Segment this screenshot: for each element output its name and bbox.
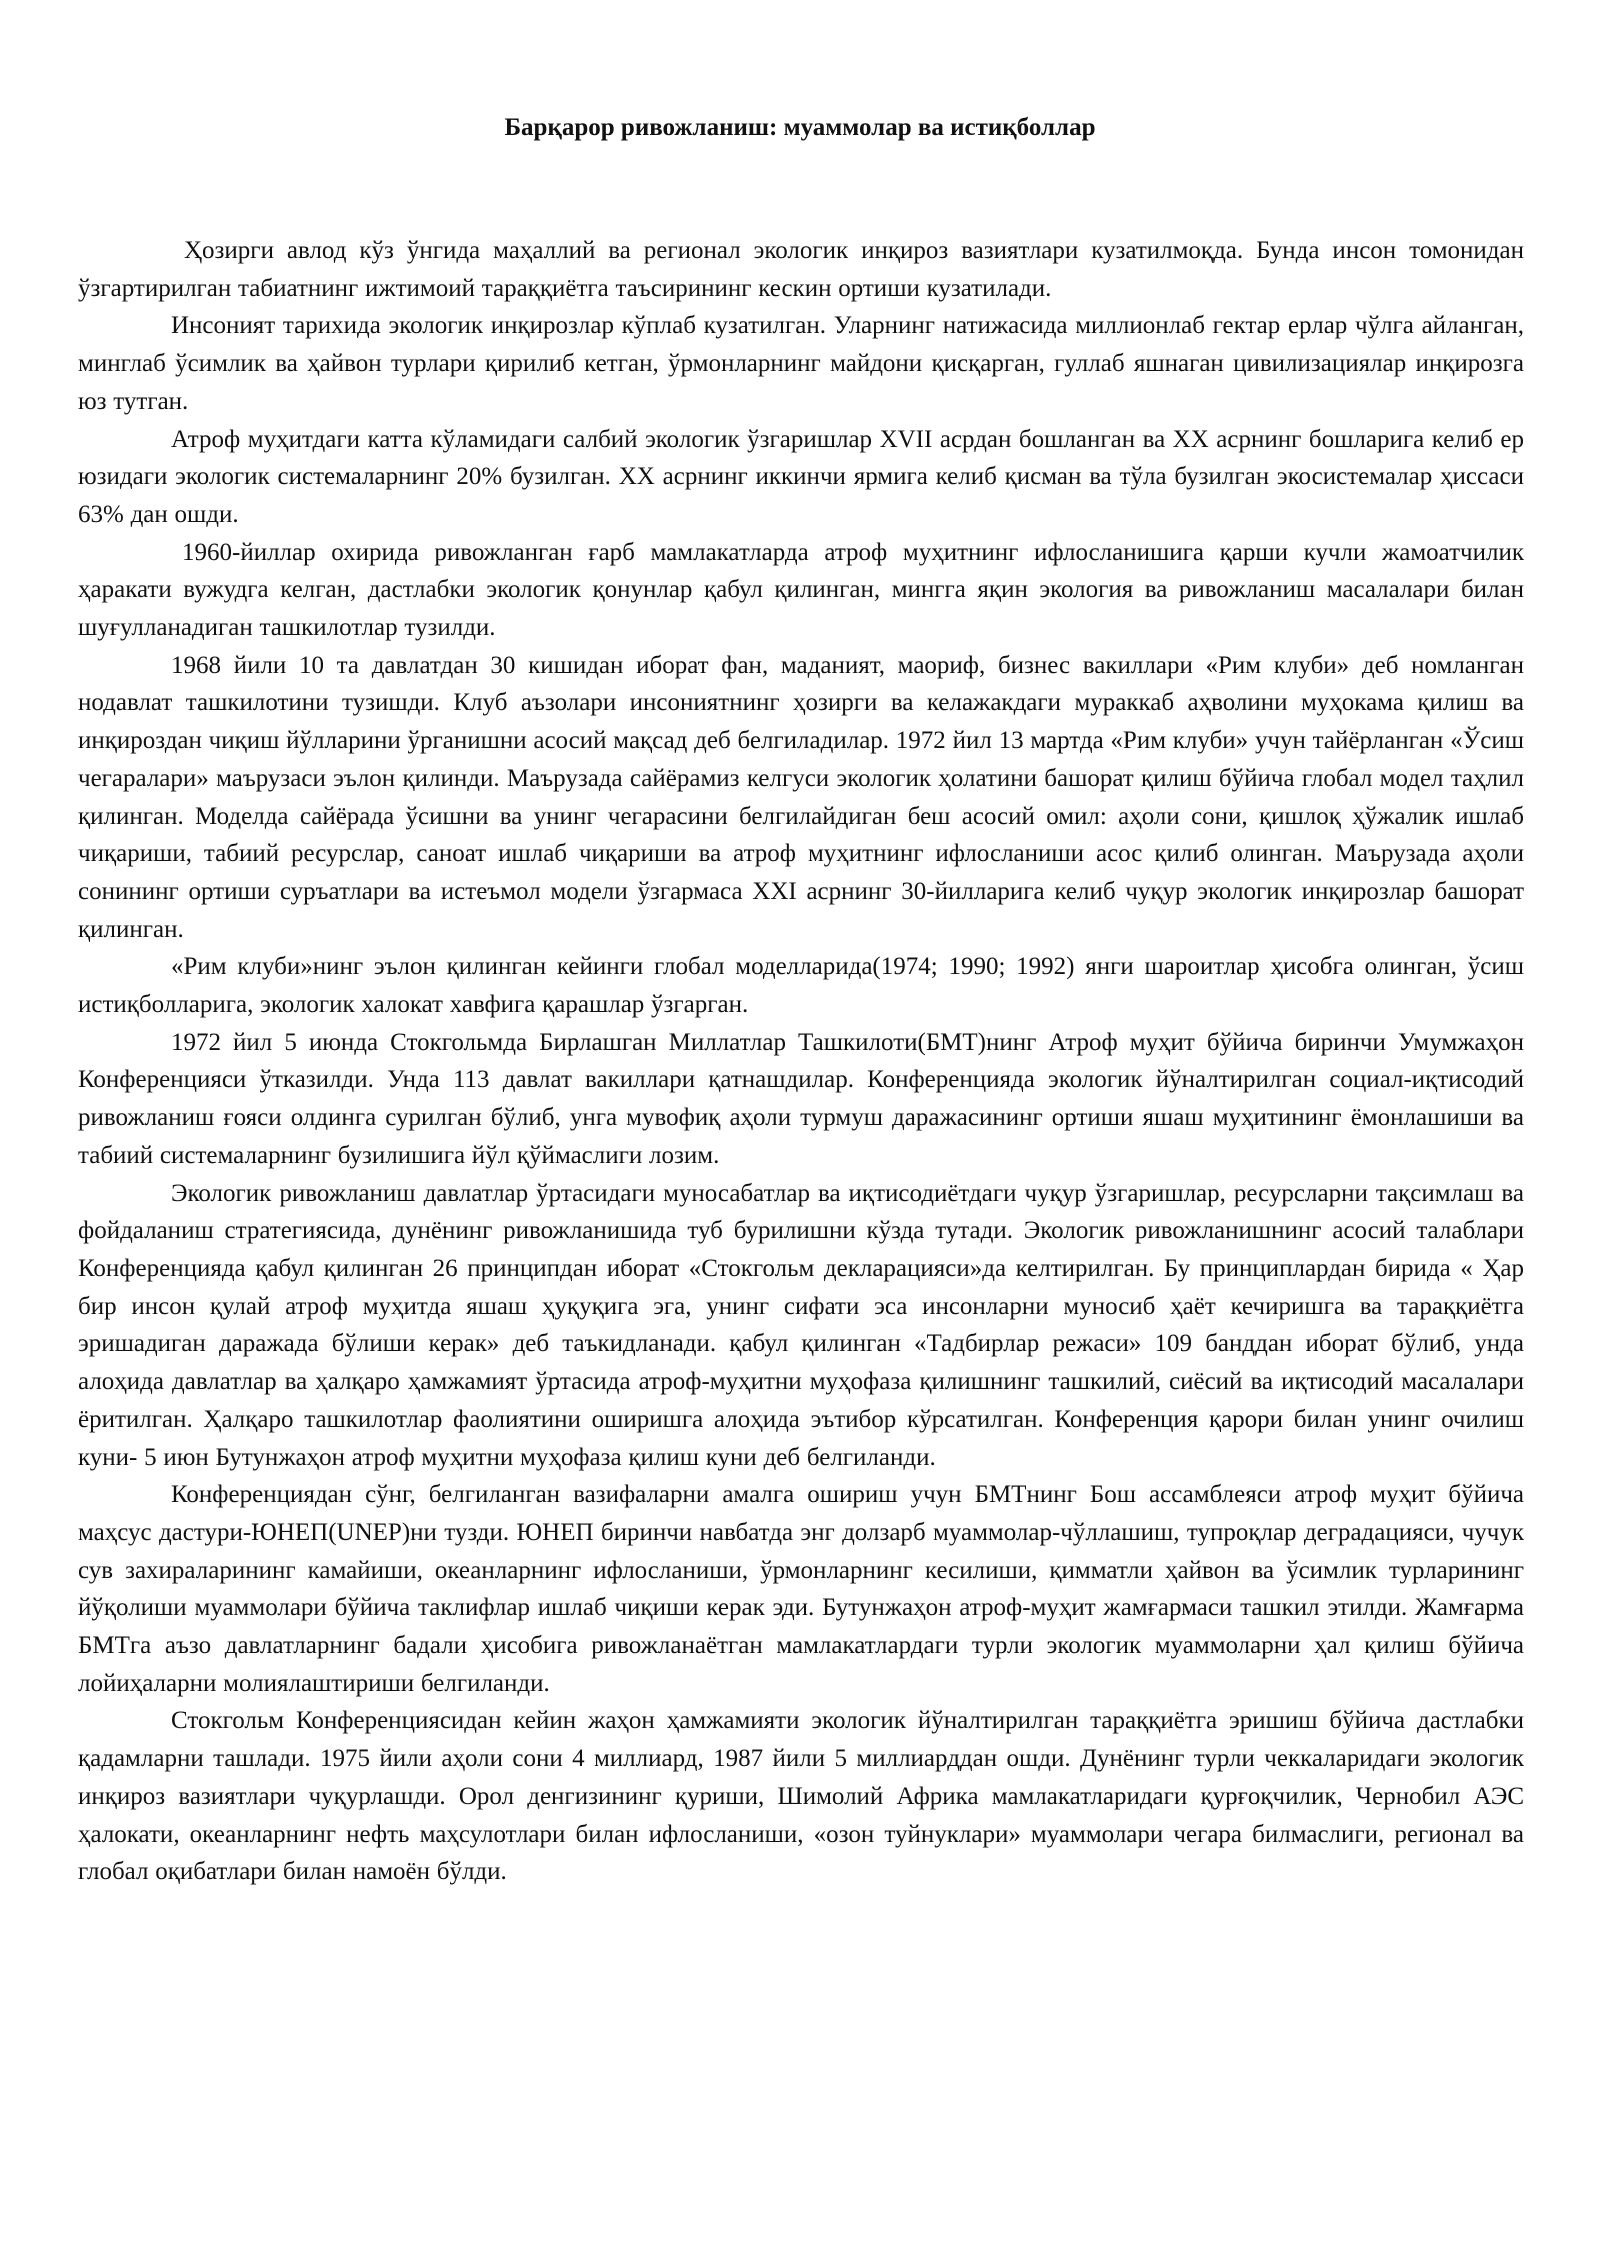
paragraph-2: Инсоният тарихида экологик инқирозлар кўплаб кузатилган. Уларнинг натижасида миллионлаб гектар ерлар чўлга айланган, минглаб ўсимлик ва ҳайвон турлари қирилиб кетган, ўрмонларнинг майдони қисқарган, гуллаб яшнаган цивилизациялар инқирозга юз тутган.	[78, 312, 1524, 415]
paragraph-4: 1960-йиллар охирида ривожланган ғарб мамлакатларда атроф муҳитнинг ифлосланишига қарши кучли жамоатчилик ҳаракати вужудга келган, дастлабки экологик қонунлар қабул қилинган, мингга яқин экология ва ривожланиш масалалари билан шуғулланадиган ташкилотлар тузилди.	[78, 538, 1524, 642]
paragraph-9: Конференциядан сўнг, белгиланган вазифаларни амалга ошириш учун БМТнинг Бош ассамблеяси атроф муҳит бўйича маҳсус дастури-ЮНЕП(UNEP)ни тузди. ЮНЕП биринчи навбатда энг долзарб муаммолар-чўллашиш, тупроқлар деградацияси, чучук сув захираларининг камайиши, океанларнинг ифлосланиши, ўрмонларнинг кесилиши, қимматли ҳайвон ва ўсимлик турларининг йўқолиши муаммолари бўйича таклифлар ишлаб чиқиши керак эди. Бутунжаҳон атроф-муҳит жамғармаси ташкил этилди. Жамғарма БМТга аъзо давлатларнинг бадали ҳисобига ривожланаётган мамлакатлардаги турли экологик муаммоларни ҳал қилиш бўйича лойиҳаларни молиялаштириши белгиланди.	[78, 1481, 1524, 1697]
paragraph-6: «Рим клуби»нинг эълон қилинган кейинги глобал моделларида(1974; 1990; 1992) янги шароитлар ҳисобга олинган, ўсиш истиқболларига, экологик халокат хавфига қарашлар ўзгарган.	[78, 953, 1524, 1019]
paragraph-10: Стокгольм Конференциясидан кейин жаҳон ҳамжамияти экологик йўналтирилган тараққиётга эришиш бўйича дастлабки қадамларни ташлади. 1975 йили аҳоли сони 4 миллиард, 1987 йили 5 миллиарддан ошди. Дунёнинг турли чеккаларидаги экологик инқироз вазиятлари чуқурлашди. Орол денгизининг қуриши, Шимолий Африка мамлакатларидаги қурғоқчилик, Чернобил АЭС ҳалокати, океанларнинг нефть маҳсулотлари билан ифлосланиши, «озон туйнуклари» муаммолари чегара билмаслиги, регионал ва глобал оқибатлари билан намоён бўлди.	[78, 1707, 1524, 1886]
document-title: Барқарор ривожланиш: муаммолар ва истиқболлар	[504, 114, 1096, 141]
paragraph-3: Атроф муҳитдаги катта кўламидаги салбий экологик ўзгаришлар XVII асрдан бошланган ва XX асрнинг бошларига келиб ер юзидаги экологик системаларнинг 20% бузилган. XX асрнинг иккинчи ярмига келиб қисман ва тўла бузилган экосистемалар ҳиссаси 63% дан ошди.	[78, 425, 1524, 528]
document-body	[78, 232, 1524, 1891]
paragraph-1: Ҳозирги авлод кўз ўнгида маҳаллий ва регионал экологик инқироз вазиятлари кузатилмоқда. Бунда инсон томонидан ўзгартирилган табиатнинг ижтимоий тараққиётга таъсирининг кескин ортиши кузатилади.	[78, 237, 1524, 302]
paragraph-8: Экологик ривожланиш давлатлар ўртасидаги муносабатлар ва иқтисодиётдаги чуқур ўзгаришлар, ресурсларни тақсимлаш ва фойдаланиш стратегиясида, дунёнинг ривожланишида туб бурилишни кўзда тутади. Экологик ривожланишнинг асосий талаблари Конференцияда қабул қилинган 26 принципдан иборат «Стокгольм декларацияси»да келтирилган. Бу принциплардан бирида « Ҳар бир инсон қулай атроф муҳитда яшаш ҳуқуқига эга, унинг сифати эса инсонларни муносиб ҳаёт кечиришга ва тараққиётга эришадиган даражада бўлиши керак» деб таъкидланади. қабул қилинган «Тадбирлар режаси» 109 банддан иборат бўлиб, унда алоҳида давлатлар ва ҳалқаро ҳамжамият ўртасида атроф-муҳитни муҳофаза қилишнинг ташкилий, сиёсий ва иқтисодий масалалари ёритилган. Ҳалқаро ташкилотлар фаолиятини оширишга алоҳида эътибор кўрсатилган. Конференция қарори билан унинг очилиш куни- 5 июн Бутунжаҳон атроф муҳитни муҳофаза қилиш куни деб белгиланди.	[78, 1179, 1524, 1471]
paragraph-7: 1972 йил 5 июнда Стокгольмда Бирлашган Миллатлар Ташкилоти(БМТ)нинг Атроф муҳит бўйича биринчи Умумжаҳон Конференцияси ўтказилди. Унда 113 давлат вакиллари қатнашдилар. Конференцияда экологик йўналтирилган социал-иқтисодий ривожланиш ғояси олдинга сурилган бўлиб, унга мувофиқ аҳоли турмуш даражасининг ортиши яшаш муҳитининг ёмонлашиши ва табиий системаларнинг бузилишига йўл қўймаслиги лозим.	[78, 1028, 1524, 1169]
paragraph-5: 1968 йили 10 та давлатдан 30 кишидан иборат фан, маданият, маориф, бизнес вакиллари «Рим клуби» деб номланган нодавлат ташкилотини тузишди. Клуб аъзолари инсониятнинг ҳозирги ва келажакдаги мураккаб аҳволини муҳокама қилиш ва инқироздан чиқиш йўлларини ўрганишни асосий мақсад деб белгиладилар. 1972 йил 13 мартда «Рим клуби» учун тайёрланган «Ўсиш чегаралари» маърузаси эълон қилинди. Маърузада сайёрамиз келгуси экологик ҳолатини башорат қилиш бўйича глобал модел таҳлил қилинган. Моделда сайёрада ўсишни ва унинг чегарасини белгилайдиган беш асосий омил: аҳоли сони, қишлоқ ҳўжалик ишлаб чиқариши, табиий ресурслар, саноат ишлаб чиқариши ва атроф муҳитнинг ифлосланиши асос қилиб олинган. Маърузада аҳоли сонининг ортиши суръатлари ва истеъмол модели ўзгармаса XXI асрнинг 30-йилларига келиб чуқур экологик инқирозлар башорат қилинган.	[78, 651, 1524, 943]
